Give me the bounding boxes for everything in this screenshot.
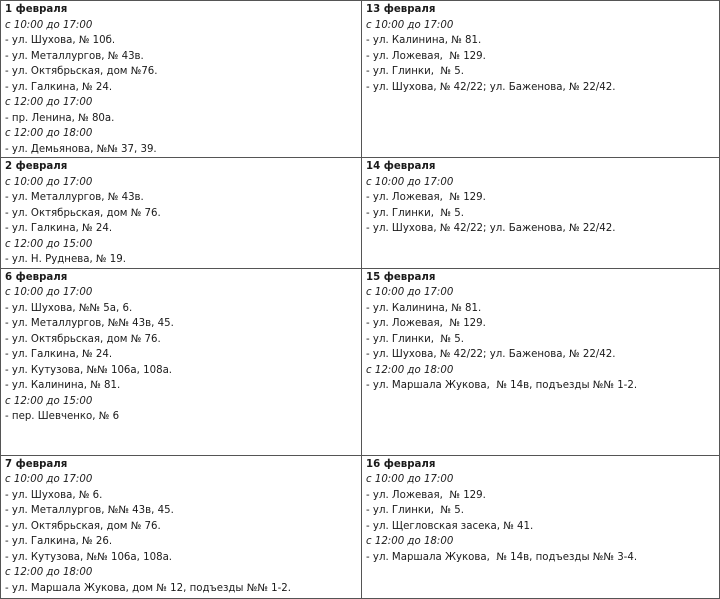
time-range: с 10:00 до 17:00 bbox=[366, 19, 454, 31]
time-range: с 10:00 до 17:00 bbox=[366, 474, 454, 485]
address-item: - ул. Глинки, № 5. bbox=[366, 333, 464, 345]
address-item: - ул. Октябрьская, дом №76. bbox=[5, 66, 158, 77]
address-item: - ул. Шухова, № 42/22; ул. Баженова, № 22/42. bbox=[366, 223, 616, 234]
date-heading: 16 февраля bbox=[366, 458, 436, 470]
time-range: с 12:00 до 17:00 bbox=[5, 97, 93, 108]
address-item: - ул. Кутузова, №№ 106а, 108а. bbox=[5, 364, 173, 376]
address-item: - ул. Шухова, № 42/22; ул. Баженова, № 22/42. bbox=[366, 349, 616, 360]
schedule-body bbox=[1, 1, 720, 599]
address-item: - ул. Глинки, № 5. bbox=[366, 207, 464, 219]
address-item: - ул. Галкина, № 24. bbox=[5, 349, 113, 360]
address-item: - ул. Шухова, № 10б. bbox=[5, 35, 116, 46]
date-heading: 13 февраля bbox=[366, 4, 436, 15]
time-range: с 10:00 до 17:00 bbox=[5, 176, 93, 188]
date-heading: 1 февраля bbox=[5, 4, 68, 15]
schedule-row bbox=[1, 158, 720, 269]
address-item: - ул. Шухова, № 6. bbox=[5, 489, 103, 501]
date-heading: 2 февраля bbox=[5, 161, 68, 172]
address-item: - ул. Глинки, № 5. bbox=[366, 505, 464, 516]
address-item: - ул. Шухова, № 42/22; ул. Баженова, № 22/42. bbox=[366, 81, 616, 93]
address-item: - ул. Ложевая, № 129. bbox=[366, 50, 486, 62]
time-range: с 10:00 до 17:00 bbox=[5, 474, 93, 485]
address-item: - ул. Кутузова, №№ 106а, 108а. bbox=[5, 551, 173, 563]
address-item: - ул. Маршала Жукова, дом № 12, подъезды №№ 1-2. bbox=[5, 582, 292, 594]
time-range: с 12:00 до 18:00 bbox=[5, 128, 93, 139]
address-item: - ул. Октябрьская, дом № 76. bbox=[5, 520, 161, 532]
time-range: с 12:00 до 15:00 bbox=[5, 395, 93, 407]
address-item: - ул. Металлургов, № 43в. bbox=[5, 50, 144, 62]
address-item: - ул. Н. Руднева, № 19. bbox=[5, 254, 126, 265]
address-item: - ул. Калинина, № 81. bbox=[366, 302, 482, 314]
schedule-cell bbox=[362, 158, 720, 269]
address-item: - ул. Демьянова, №№ 37, 39. bbox=[5, 143, 157, 155]
schedule-cell bbox=[1, 455, 362, 598]
address-item: - ул. Галкина, № 24. bbox=[5, 81, 113, 93]
schedule-cell bbox=[1, 268, 362, 455]
address-item: - ул. Металлургов, № 43в. bbox=[5, 192, 144, 203]
address-item: - ул. Маршала Жукова, № 14в, подъезды №№ 1-2. bbox=[366, 380, 638, 391]
time-range: с 12:00 до 18:00 bbox=[5, 567, 93, 578]
schedule-cell bbox=[362, 455, 720, 598]
date-heading: 6 февраля bbox=[5, 271, 68, 283]
schedule-row bbox=[1, 268, 720, 455]
schedule-cell bbox=[1, 158, 362, 269]
date-heading: 14 февраля bbox=[366, 161, 436, 172]
address-item: - ул. Шухова, №№ 5а, 6. bbox=[5, 302, 133, 314]
time-range: с 10:00 до 17:00 bbox=[366, 176, 454, 188]
address-item: - ул. Калинина, № 81. bbox=[5, 380, 121, 391]
time-range: с 10:00 до 17:00 bbox=[366, 287, 454, 298]
date-heading: 15 февраля bbox=[366, 271, 436, 283]
address-item: - ул. Октябрьская, дом № 76. bbox=[5, 207, 161, 219]
time-range: с 10:00 до 17:00 bbox=[5, 19, 93, 31]
address-item: - ул. Щегловская засека, № 41. bbox=[366, 520, 534, 532]
address-item: - ул. Галкина, № 24. bbox=[5, 223, 113, 234]
time-range: с 12:00 до 18:00 bbox=[366, 364, 454, 376]
time-range: с 12:00 до 18:00 bbox=[366, 536, 454, 547]
schedule-cell bbox=[362, 1, 720, 158]
schedule-cell bbox=[362, 268, 720, 455]
address-item: - ул. Металлургов, №№ 43в, 45. bbox=[5, 505, 174, 516]
address-item: - пер. Шевченко, № 6 bbox=[5, 411, 120, 422]
address-item: - ул. Октябрьская, дом № 76. bbox=[5, 333, 161, 345]
date-heading: 7 февраля bbox=[5, 458, 68, 470]
address-item: - ул. Галкина, № 26. bbox=[5, 536, 113, 547]
time-range: с 12:00 до 15:00 bbox=[5, 238, 93, 250]
address-item: - ул. Ложевая, № 129. bbox=[366, 318, 486, 329]
address-item: - пр. Ленина, № 80а. bbox=[5, 112, 115, 124]
address-item: - ул. Ложевая, № 129. bbox=[366, 192, 486, 203]
address-item: - ул. Ложевая, № 129. bbox=[366, 489, 486, 501]
address-item: - ул. Калинина, № 81. bbox=[366, 35, 482, 46]
schedule-cell bbox=[1, 1, 362, 158]
schedule-row bbox=[1, 1, 720, 158]
address-item: - ул. Глинки, № 5. bbox=[366, 66, 464, 77]
address-item: - ул. Маршала Жукова, № 14в, подъезды №№ 3-4. bbox=[366, 551, 638, 563]
address-item: - ул. Металлургов, №№ 43в, 45. bbox=[5, 318, 174, 329]
time-range: с 10:00 до 17:00 bbox=[5, 287, 93, 298]
schedule-row bbox=[1, 455, 720, 598]
